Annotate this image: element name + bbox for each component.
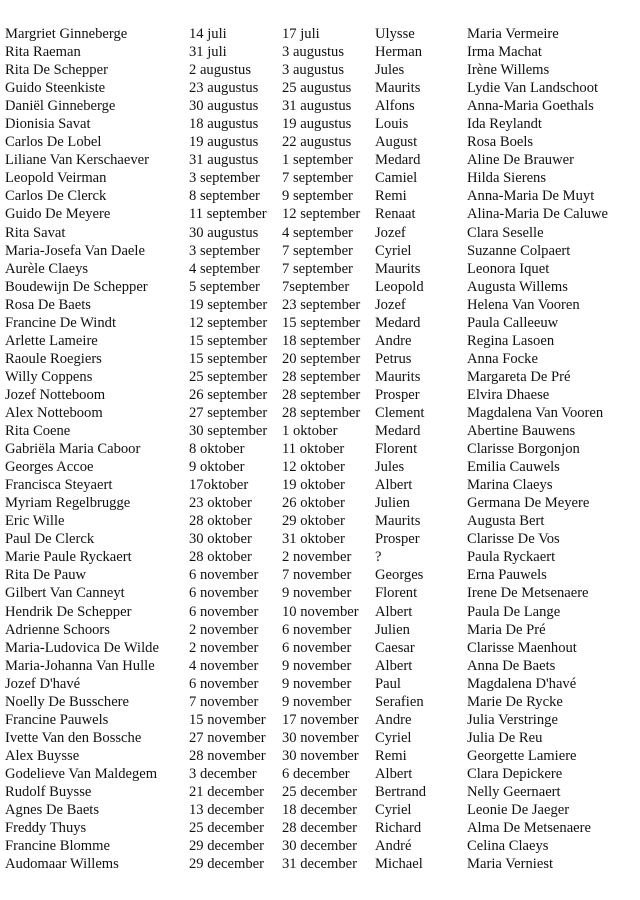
person-name-cell: Rita Coene [5,423,71,440]
given-name-cell: Florent [375,441,418,458]
second-date-cell: 28 september [282,386,361,403]
table-row [5,205,637,223]
person-name-cell: Adrienne Schoors [5,621,110,638]
table-row [5,747,637,765]
table-row [5,169,637,187]
first-date-cell: 28 oktober [189,549,252,566]
person-name-cell: Myriam Regelbrugge [5,495,131,512]
table-row [5,368,637,386]
person-name-cell: Jozef Notteboom [5,386,106,403]
first-date-cell: 3 september [189,170,260,187]
person-name-cell: Willy Coppens [5,368,93,385]
first-date-cell: 27 november [189,729,266,746]
given-name-cell: Michael [375,856,423,873]
second-date-cell: 15 september [282,314,361,331]
table-row [5,603,637,621]
related-name-cell: Magdalena D'havé [467,675,577,692]
related-name-cell: Paula De Lange [467,603,561,620]
first-date-cell: 31 augustus [189,152,259,169]
person-name-cell: Rita Savat [5,224,66,241]
related-name-cell: Germana De Meyere [467,495,590,512]
table-row [5,97,637,115]
person-name-cell: Maria-Ludovica De Wilde [5,639,159,656]
person-name-cell: Raoule Roegiers [5,350,102,367]
table-row [5,278,637,296]
first-date-cell: 19 september [189,296,268,313]
first-date-cell: 26 september [189,386,268,403]
related-name-cell: Rosa Boels [467,134,534,151]
table-row [5,61,637,79]
person-name-cell: Margriet Ginneberge [5,26,128,42]
second-date-cell: 30 december [282,838,357,855]
person-name-cell: Francine De Windt [5,314,116,331]
related-name-cell: Ida Reylandt [467,116,542,133]
given-name-cell: August [375,134,418,151]
table-row [5,693,637,711]
person-name-cell: Liliane Van Kerschaever [5,152,149,169]
first-date-cell: 18 augustus [189,116,259,133]
second-date-cell: 22 augustus [282,134,352,151]
first-date-cell: 6 november [189,567,259,584]
related-name-cell: Regina Lasoen [467,332,555,349]
related-name-cell: Maria Vermeire [467,26,559,42]
given-name-cell: Maurits [375,368,421,385]
person-name-cell: Eric Wille [5,513,65,530]
second-date-cell: 4 september [282,224,353,241]
person-name-cell: Maria-Johanna Van Hulle [5,657,155,674]
related-name-cell: Marie De Rycke [467,693,563,710]
person-name-cell: Boudewijn De Schepper [5,278,148,295]
related-name-cell: Anna De Baets [467,657,556,674]
second-date-cell: 18 december [282,802,357,819]
second-date-cell: 1 oktober [282,423,338,440]
table-row [5,783,637,801]
first-date-cell: 19 augustus [189,134,259,151]
second-date-cell: 12 oktober [282,459,345,476]
person-name-cell: Rosa De Baets [5,296,91,313]
second-date-cell: 10 november [282,603,359,620]
person-name-cell: Aurèle Claeys [5,260,89,277]
second-date-cell: 26 oktober [282,495,345,512]
person-name-cell: Agnes De Baets [5,802,100,819]
related-name-cell: Emilia Cauwels [467,459,560,476]
person-name-cell: Alex Notteboom [5,404,103,421]
related-name-cell: Marina Claeys [467,477,553,494]
person-name-cell: Rita De Pauw [5,567,87,584]
second-date-cell: 6 november [282,639,352,656]
given-name-cell: Bertrand [375,783,427,800]
related-name-cell: Abertine Bauwens [467,423,576,440]
table-row [5,584,637,602]
table-row [5,79,637,97]
given-name-cell: Julien [375,495,410,512]
given-name-cell: Clement [375,404,425,421]
table-row [5,837,637,855]
first-date-cell: 2 augustus [189,62,252,79]
second-date-cell: 2 november [282,549,352,566]
person-name-cell: Alex Buysse [5,747,80,764]
second-date-cell: 19 augustus [282,116,352,133]
table-row [5,494,637,512]
related-name-cell: Hilda Sierens [467,170,547,187]
table-row [5,332,637,350]
given-name-cell: Jozef [375,224,406,241]
table-row [5,151,637,169]
table-row [5,115,637,133]
given-name-cell: Jozef [375,296,406,313]
second-date-cell: 6 december [282,765,350,782]
table-row [5,440,637,458]
related-name-cell: Irene De Metsenaere [467,585,589,602]
person-name-cell: Hendrik De Schepper [5,603,132,620]
second-date-cell: 19 oktober [282,477,345,494]
given-name-cell: Remi [375,188,407,205]
given-name-cell: Medard [375,314,421,331]
related-name-cell: Alina-Maria De Caluwe [467,206,609,223]
person-name-cell: Rita De Schepper [5,62,108,79]
related-name-cell: Magdalena Van Vooren [467,404,604,421]
person-name-cell: Audomaar Willems [5,856,119,873]
second-date-cell: 7 september [282,260,353,277]
first-date-cell: 31 juli [189,44,227,61]
related-name-cell: Augusta Bert [467,513,545,530]
table-row [5,566,637,584]
given-name-cell: Florent [375,585,418,602]
table-row [5,765,637,783]
records-table [5,25,637,873]
person-name-cell: Jozef D'havé [5,675,81,692]
given-name-cell: Caesar [375,639,415,656]
first-date-cell: 23 oktober [189,495,252,512]
second-date-cell: 6 november [282,621,352,638]
second-date-cell: 9 november [282,675,352,692]
second-date-cell: 28 december [282,820,357,837]
given-name-cell: Prosper [375,531,420,548]
table-row [5,187,637,205]
person-name-cell: Carlos De Lobel [5,134,102,151]
second-date-cell: 1 september [282,152,353,169]
second-date-cell: 3 augustus [282,62,345,79]
table-row [5,260,637,278]
table-row [5,801,637,819]
first-date-cell: 15 november [189,711,266,728]
given-name-cell: Cyriel [375,802,412,819]
table-row [5,855,637,873]
person-name-cell: Daniël Ginneberge [5,98,116,115]
table-row [5,458,637,476]
table-row [5,314,637,332]
first-date-cell: 3 september [189,242,260,259]
given-name-cell: Maurits [375,513,421,530]
table-row [5,133,637,151]
given-name-cell: Serafien [375,693,424,710]
second-date-cell: 28 september [282,368,361,385]
first-date-cell: 2 november [189,639,259,656]
table-row [5,729,637,747]
first-date-cell: 9 oktober [189,459,245,476]
first-date-cell: 17oktober [189,477,249,494]
second-date-cell: 17 juli [282,26,320,42]
first-date-cell: 29 december [189,838,264,855]
given-name-cell: Albert [375,765,413,782]
second-date-cell: 31 december [282,856,357,873]
related-name-cell: Clarisse Borgonjon [467,441,580,458]
person-name-cell: Freddy Thuys [5,820,87,837]
second-date-cell: 7september [282,278,350,295]
related-name-cell: Alma De Metsenaere [467,820,591,837]
related-name-cell: Clara Seselle [467,224,544,241]
person-name-cell: Godelieve Van Maldegem [5,765,158,782]
related-name-cell: Elvira Dhaese [467,386,550,403]
person-name-cell: Guido De Meyere [5,206,111,223]
given-name-cell: Louis [375,116,409,133]
table-row [5,25,637,43]
related-name-cell: Julia Verstringe [467,711,558,728]
given-name-cell: Petrus [375,350,412,367]
second-date-cell: 28 september [282,404,361,421]
table-row [5,819,637,837]
first-date-cell: 29 december [189,856,264,873]
table-row [5,657,637,675]
first-date-cell: 25 september [189,368,268,385]
table-row [5,512,637,530]
related-name-cell: Margareta De Pré [467,368,571,385]
given-name-cell: Maurits [375,260,421,277]
given-name-cell: Cyriel [375,729,412,746]
related-name-cell: Paula Ryckaert [467,549,556,566]
related-name-cell: Clara Depickere [467,765,563,782]
first-date-cell: 15 september [189,332,268,349]
person-name-cell: Georges Accoe [5,459,94,476]
given-name-cell: Richard [375,820,422,837]
given-name-cell: Jules [375,62,405,79]
given-name-cell: Remi [375,747,407,764]
first-date-cell: 8 september [189,188,260,205]
second-date-cell: 9 november [282,657,352,674]
second-date-cell: 23 september [282,296,361,313]
first-date-cell: 6 november [189,585,259,602]
person-name-cell: Ivette Van den Bossche [5,729,142,746]
first-date-cell: 28 november [189,747,266,764]
table-row [5,296,637,314]
given-name-cell: ? [375,549,382,566]
related-name-cell: Nelly Geernaert [467,783,561,800]
first-date-cell: 30 augustus [189,98,259,115]
given-name-cell: Albert [375,477,413,494]
person-name-cell: Dionisia Savat [5,116,91,133]
second-date-cell: 7 september [282,170,353,187]
table-row [5,548,637,566]
given-name-cell: Ulysse [375,26,415,42]
second-date-cell: 7 september [282,242,353,259]
second-date-cell: 7 november [282,567,352,584]
related-name-cell: Clarisse Maenhout [467,639,577,656]
related-name-cell: Erna Pauwels [467,567,547,584]
second-date-cell: 9 november [282,693,352,710]
table-row [5,639,637,657]
first-date-cell: 27 september [189,404,268,421]
given-name-cell: Medard [375,152,421,169]
related-name-cell: Suzanne Colpaert [467,242,571,259]
given-name-cell: Andre [375,332,412,349]
first-date-cell: 2 november [189,621,259,638]
person-name-cell: Rudolf Buysse [5,783,92,800]
table-row [5,404,637,422]
person-name-cell: Francine Pauwels [5,711,109,728]
person-name-cell: Gabriëla Maria Caboor [5,441,141,458]
given-name-cell: Maurits [375,80,421,97]
first-date-cell: 4 september [189,260,260,277]
given-name-cell: Andre [375,711,412,728]
first-date-cell: 30 augustus [189,224,259,241]
second-date-cell: 17 november [282,711,359,728]
first-date-cell: 3 december [189,765,257,782]
person-name-cell: Carlos De Clerck [5,188,107,205]
first-date-cell: 6 november [189,603,259,620]
given-name-cell: Leopold [375,278,424,295]
person-name-cell: Arlette Lameire [5,332,98,349]
related-name-cell: Clarisse De Vos [467,531,560,548]
related-name-cell: Anna Focke [467,350,538,367]
first-date-cell: 25 december [189,820,264,837]
second-date-cell: 9 september [282,188,353,205]
first-date-cell: 11 september [189,206,267,223]
given-name-cell: Herman [375,44,423,61]
person-name-cell: Rita Raeman [5,44,81,61]
related-name-cell: Maria De Pré [467,621,546,638]
table-row [5,242,637,260]
first-date-cell: 30 september [189,423,268,440]
table-row [5,350,637,368]
related-name-cell: Anna-Maria De Muyt [467,188,595,205]
person-name-cell: Guido Steenkiste [5,80,106,97]
related-name-cell: Augusta Willems [467,278,568,295]
first-date-cell: 6 november [189,675,259,692]
related-name-cell: Celina Claeys [467,838,549,855]
given-name-cell: Julien [375,621,410,638]
first-date-cell: 28 oktober [189,513,252,530]
first-date-cell: 13 december [189,802,264,819]
table-row [5,422,637,440]
table-row [5,476,637,494]
related-name-cell: Julia De Reu [467,729,543,746]
related-name-cell: Leonie De Jaeger [467,802,570,819]
given-name-cell: Albert [375,603,413,620]
table-row [5,530,637,548]
person-name-cell: Maria-Josefa Van Daele [5,242,145,259]
given-name-cell: André [375,838,412,855]
second-date-cell: 30 november [282,747,359,764]
second-date-cell: 31 oktober [282,531,345,548]
person-name-cell: Paul De Clerck [5,531,95,548]
table-row [5,621,637,639]
first-date-cell: 7 november [189,693,259,710]
second-date-cell: 12 september [282,206,361,223]
second-date-cell: 3 augustus [282,44,345,61]
related-name-cell: Aline De Brauwer [467,152,574,169]
given-name-cell: Albert [375,657,413,674]
first-date-cell: 23 augustus [189,80,259,97]
related-name-cell: Leonora Iquet [467,260,550,277]
first-date-cell: 30 oktober [189,531,252,548]
table-row [5,43,637,61]
table-row [5,224,637,242]
first-date-cell: 5 september [189,278,260,295]
given-name-cell: Alfons [375,98,415,115]
given-name-cell: Prosper [375,386,420,403]
person-name-cell: Gilbert Van Canneyt [5,585,125,602]
related-name-cell: Paula Calleeuw [467,314,559,331]
table-row [5,386,637,404]
first-date-cell: 14 juli [189,26,227,42]
related-name-cell: Anna-Maria Goethals [467,98,594,115]
given-name-cell: Jules [375,459,405,476]
second-date-cell: 11 oktober [282,441,345,458]
second-date-cell: 29 oktober [282,513,345,530]
related-name-cell: Irma Machat [467,44,542,61]
second-date-cell: 9 november [282,585,352,602]
related-name-cell: Lydie Van Landschoot [467,80,599,97]
related-name-cell: Irène Willems [467,62,550,79]
given-name-cell: Georges [375,567,424,584]
second-date-cell: 25 augustus [282,80,352,97]
first-date-cell: 21 december [189,783,264,800]
person-name-cell: Francine Blomme [5,838,110,855]
first-date-cell: 15 september [189,350,268,367]
second-date-cell: 31 augustus [282,98,352,115]
given-name-cell: Cyriel [375,242,412,259]
table-row [5,675,637,693]
second-date-cell: 30 november [282,729,359,746]
given-name-cell: Renaat [375,206,416,223]
first-date-cell: 4 november [189,657,259,674]
first-date-cell: 8 oktober [189,441,245,458]
person-name-cell: Noelly De Busschere [5,693,130,710]
second-date-cell: 25 december [282,783,357,800]
table-row [5,711,637,729]
given-name-cell: Paul [375,675,401,692]
first-date-cell: 12 september [189,314,268,331]
given-name-cell: Medard [375,423,421,440]
second-date-cell: 18 september [282,332,361,349]
second-date-cell: 20 september [282,350,361,367]
related-name-cell: Helena Van Vooren [467,296,580,313]
given-name-cell: Camiel [375,170,418,187]
person-name-cell: Marie Paule Ryckaert [5,549,132,566]
person-name-cell: Leopold Veirman [5,170,107,187]
related-name-cell: Georgette Lamiere [467,747,577,764]
related-name-cell: Maria Verniest [467,856,554,873]
person-name-cell: Francisca Steyaert [5,477,113,494]
